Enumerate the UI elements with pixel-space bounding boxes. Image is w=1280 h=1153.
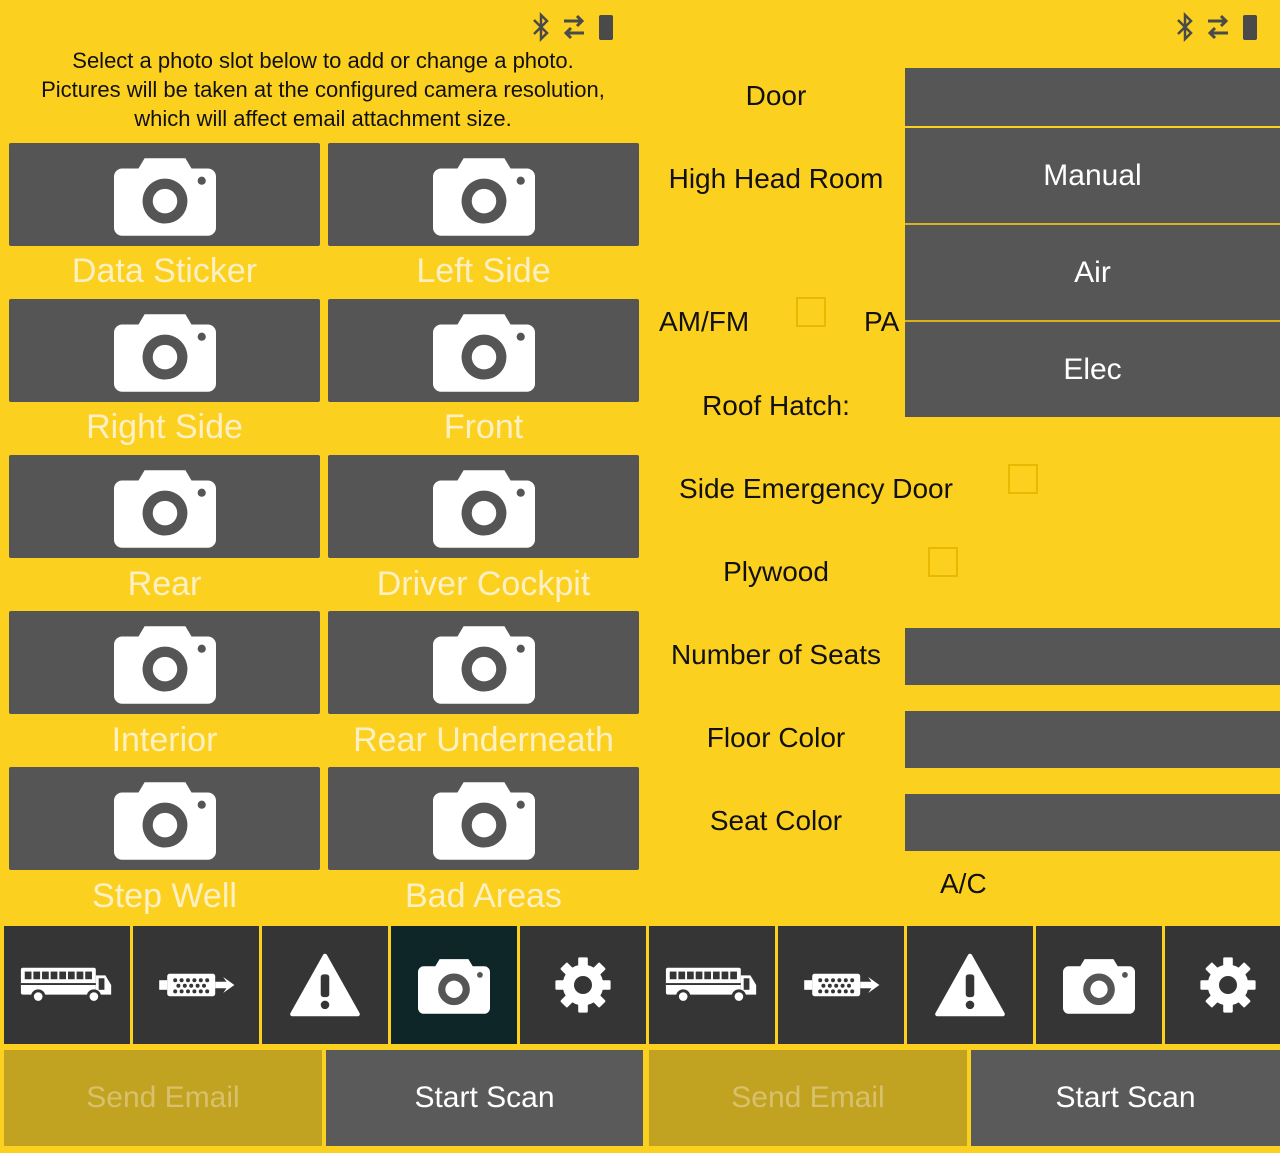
bus-icon	[19, 965, 115, 1005]
high-head-room-dropdown-menu	[905, 128, 1280, 417]
instruction-line: Pictures will be taken at the configured camera resolution,	[41, 77, 605, 102]
photo-slot-label: Front	[443, 408, 524, 446]
photo-slot-label: Interior	[111, 721, 218, 759]
warning-icon	[934, 953, 1006, 1017]
floor-color-field[interactable]	[905, 711, 1280, 768]
photo-slot-label: Data Sticker	[71, 252, 258, 290]
camera-icon	[433, 466, 535, 548]
photo-slot-label: Bad Areas	[405, 877, 562, 915]
number-of-seats-label: Number of Seats	[670, 639, 882, 670]
door-label: Door	[745, 80, 807, 111]
photo-slot-step-well[interactable]	[9, 767, 320, 870]
dropdown-option-air[interactable]: Air	[905, 225, 1280, 322]
battery-icon	[596, 12, 616, 42]
seat-color-field[interactable]	[905, 794, 1280, 851]
photo-slot-label: Rear	[127, 565, 202, 603]
warning-icon	[289, 953, 361, 1017]
camera-icon	[1063, 956, 1135, 1014]
bluetooth-icon	[530, 12, 552, 42]
bluetooth-icon	[1174, 12, 1196, 42]
photo-slot-left-side[interactable]	[328, 143, 639, 246]
plywood-checkbox[interactable]	[928, 547, 958, 577]
number-of-seats-field[interactable]	[905, 628, 1280, 685]
door-field[interactable]	[905, 68, 1280, 126]
instruction-line: Select a photo slot below to add or change a photo.	[72, 48, 574, 73]
nav-bus-button[interactable]	[4, 926, 130, 1044]
nav-warning-button[interactable]	[907, 926, 1033, 1044]
nav-camera-button[interactable]	[1036, 926, 1162, 1044]
nav-scanner-button[interactable]	[778, 926, 904, 1044]
photo-slot-data-sticker[interactable]	[9, 143, 320, 246]
data-transfer-icon	[1204, 12, 1232, 42]
nav-scanner-button[interactable]	[133, 926, 259, 1044]
photo-slot-label: Driver Cockpit	[376, 565, 591, 603]
am-fm-label: AM/FM	[659, 306, 750, 337]
seat-color-label: Seat Color	[709, 805, 843, 836]
scanner-icon	[156, 969, 236, 1001]
photo-slot-rear-underneath[interactable]	[328, 611, 639, 714]
status-bar-right	[1174, 10, 1260, 44]
bus-icon	[664, 965, 760, 1005]
floor-color-label: Floor Color	[706, 722, 846, 753]
photo-slot-label: Step Well	[92, 877, 237, 915]
photo-instructions	[0, 46, 646, 133]
nav-warning-button[interactable]	[262, 926, 388, 1044]
high-head-room-label: High Head Room	[668, 163, 884, 194]
side-emergency-door-label: Side Emergency Door	[679, 473, 953, 504]
battery-icon	[1240, 12, 1260, 42]
ac-label: A/C	[940, 868, 987, 899]
camera-icon	[418, 956, 490, 1014]
bottom-nav-right	[649, 926, 1280, 1044]
camera-icon	[433, 310, 535, 392]
photo-slot-rear[interactable]	[9, 455, 320, 558]
nav-camera-button[interactable]	[391, 926, 517, 1044]
status-bar-left	[530, 10, 616, 44]
photo-slot-interior[interactable]	[9, 611, 320, 714]
photo-slot-driver-cockpit[interactable]	[328, 455, 639, 558]
plywood-label: Plywood	[723, 556, 829, 587]
instruction-line: which will affect email attachment size.	[134, 106, 512, 131]
camera-icon	[114, 154, 216, 236]
data-transfer-icon	[560, 12, 588, 42]
send-email-button[interactable]: Send Email	[649, 1050, 967, 1146]
am-fm-checkbox[interactable]	[796, 297, 826, 327]
scanner-icon	[801, 969, 881, 1001]
photo-slot-label: Left Side	[416, 252, 551, 290]
camera-icon	[433, 154, 535, 236]
bottom-nav-left	[4, 926, 646, 1044]
nav-settings-button[interactable]	[520, 926, 646, 1044]
camera-icon	[433, 622, 535, 704]
photo-slot-right-side[interactable]	[9, 299, 320, 402]
camera-icon	[433, 778, 535, 860]
photo-slot-label: Rear Underneath	[353, 721, 614, 759]
nav-bus-button[interactable]	[649, 926, 775, 1044]
camera-icon	[114, 622, 216, 704]
nav-settings-button[interactable]	[1165, 926, 1280, 1044]
start-scan-button[interactable]: Start Scan	[326, 1050, 643, 1146]
dropdown-option-elec[interactable]: Elec	[905, 322, 1280, 417]
camera-icon	[114, 778, 216, 860]
dropdown-option-manual[interactable]: Manual	[905, 128, 1280, 225]
roof-hatch-label: Roof Hatch:	[702, 390, 850, 421]
side-emergency-door-checkbox[interactable]	[1008, 464, 1038, 494]
camera-icon	[114, 466, 216, 548]
send-email-button[interactable]: Send Email	[4, 1050, 322, 1146]
pa-label: PA	[864, 306, 900, 337]
gear-icon	[553, 955, 613, 1015]
photo-slot-label: Right Side	[86, 408, 243, 446]
photo-slot-front[interactable]	[328, 299, 639, 402]
camera-icon	[114, 310, 216, 392]
gear-icon	[1198, 955, 1258, 1015]
start-scan-button[interactable]: Start Scan	[971, 1050, 1280, 1146]
photo-slot-bad-areas[interactable]	[328, 767, 639, 870]
